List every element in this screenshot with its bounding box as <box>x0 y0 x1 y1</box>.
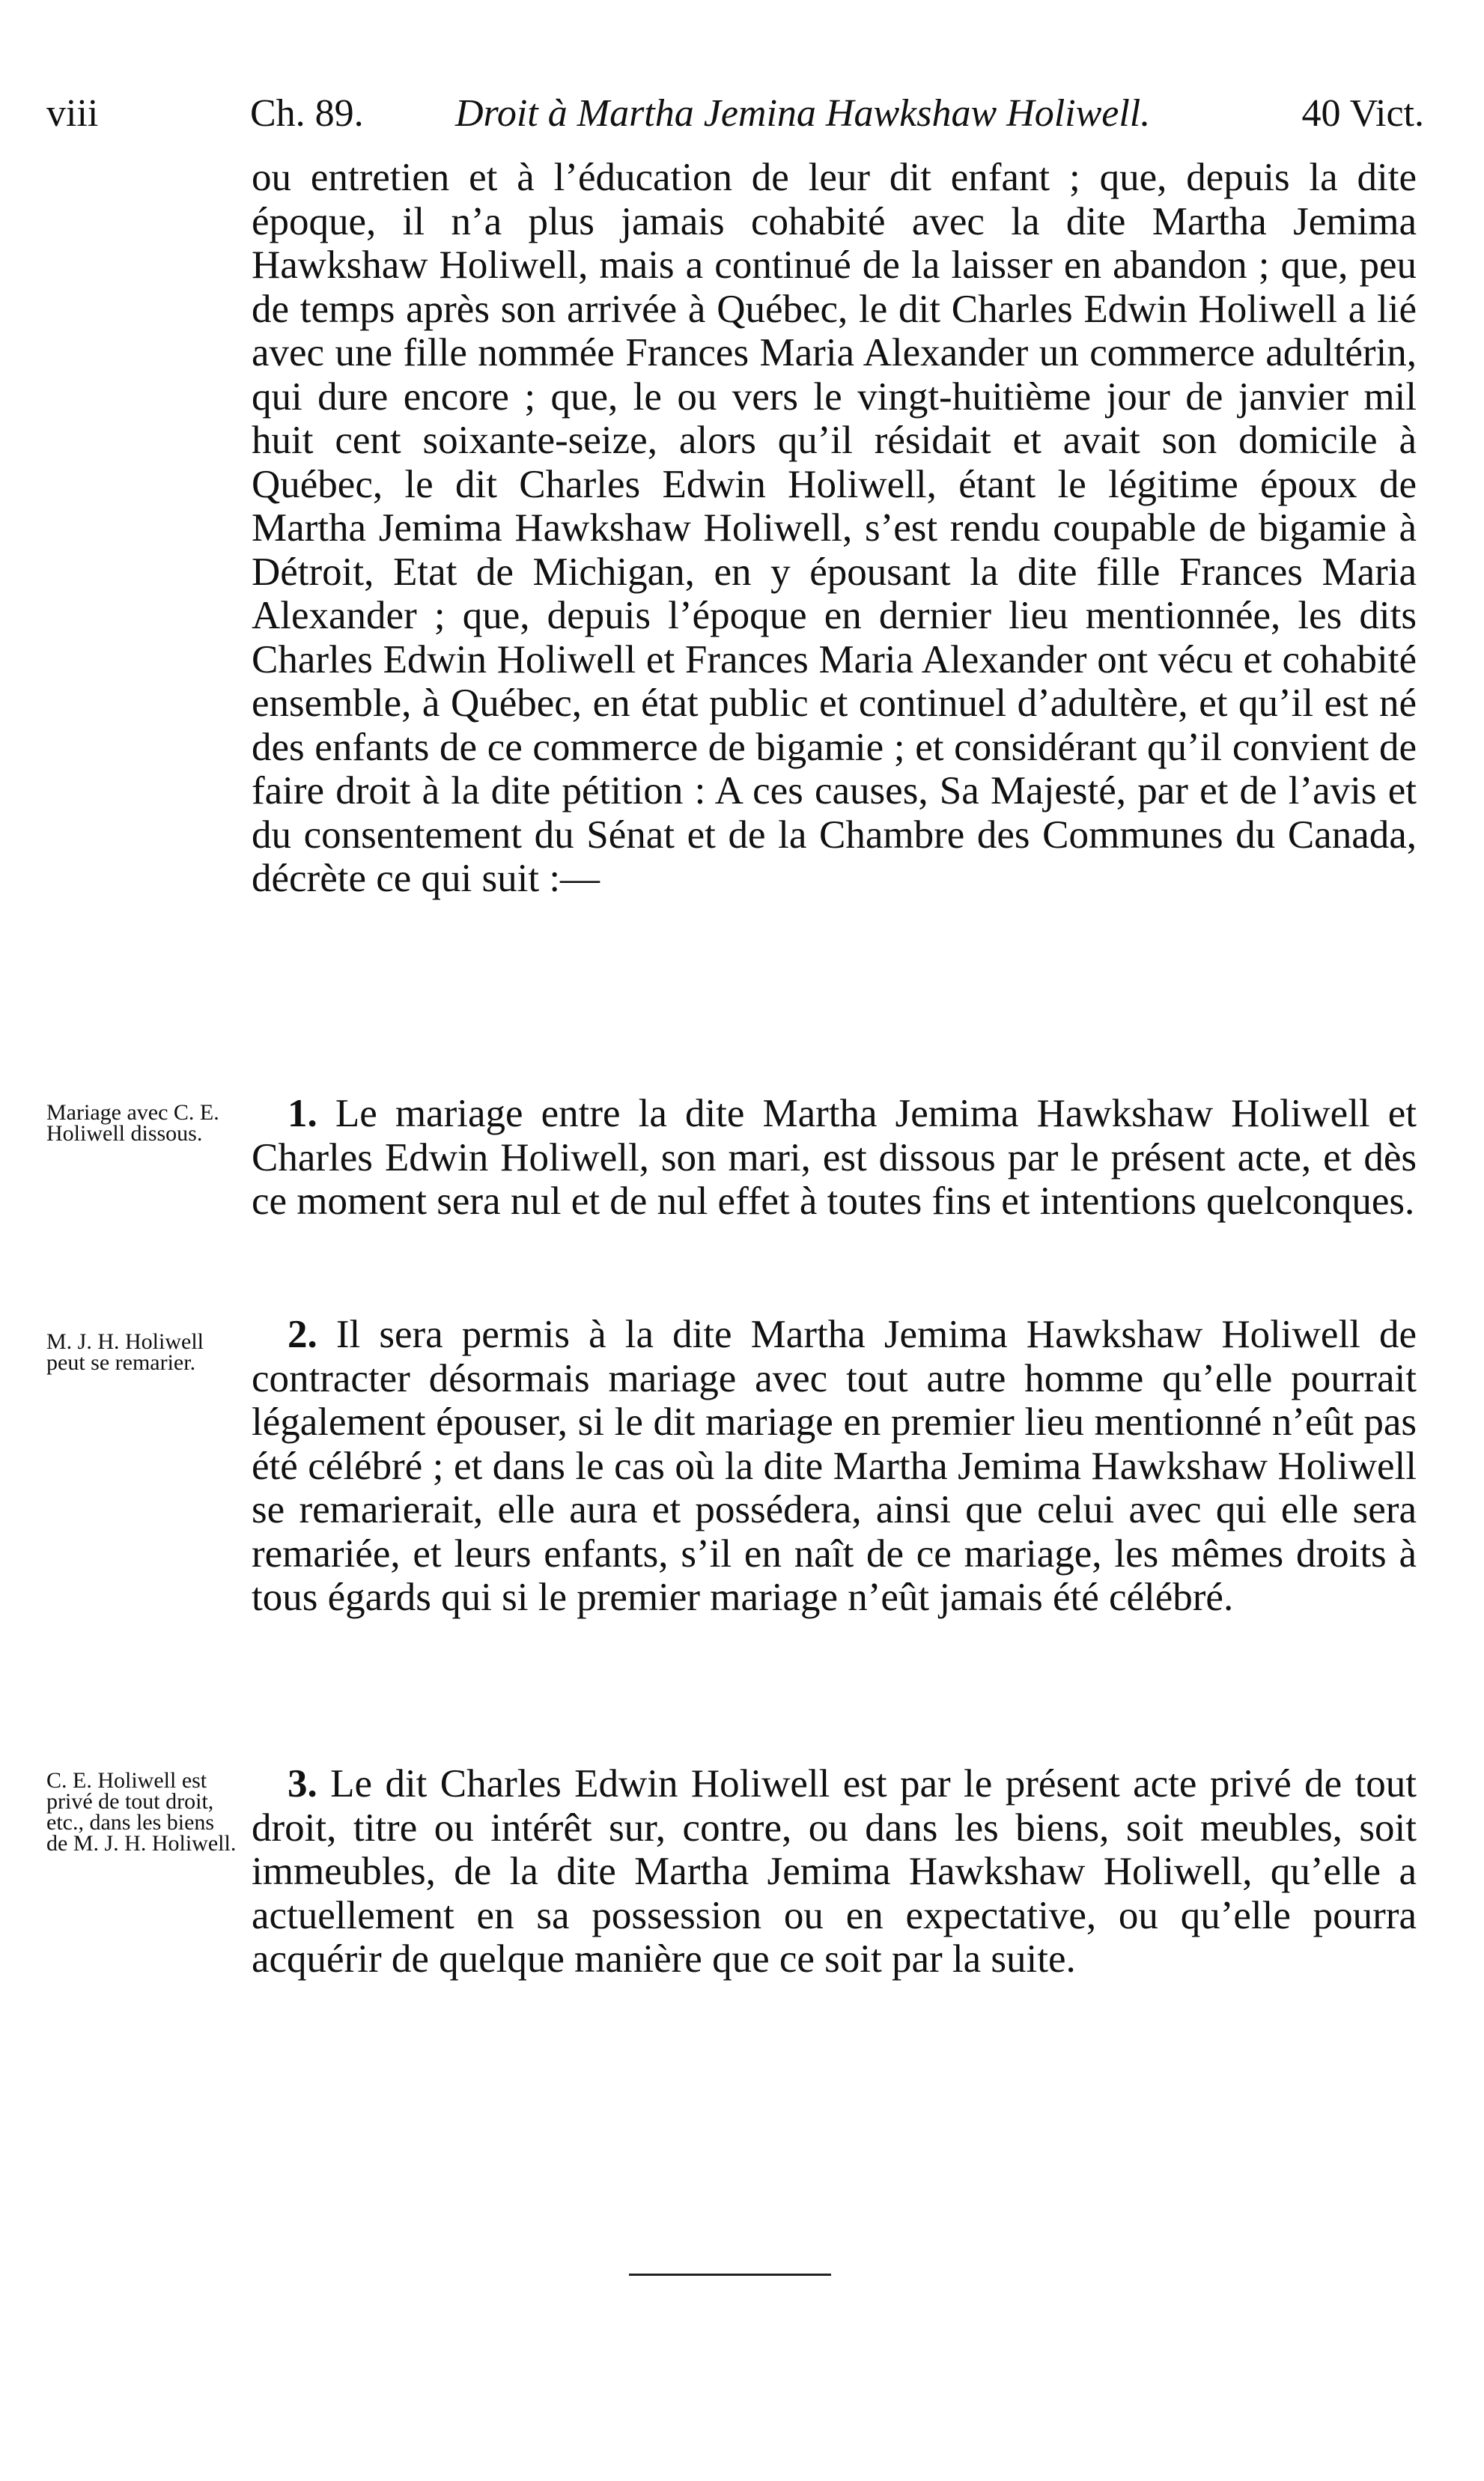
regnal-year: 40 Vict. <box>1301 92 1424 135</box>
page-number: viii <box>46 92 99 135</box>
running-header <box>46 84 1424 144</box>
margin-note-section-1: Mariage avec C. E. Holiwell dissous. <box>46 1100 219 1146</box>
section-2 <box>252 1313 1417 1620</box>
section-3-text: Le dit Charles Edwin Holiwell est par le présent acte privé de tout droit, titre ou intérêt sur, contre, ou dans les biens, soit meubles, soit immeubles, de la dite Martha Jemima Hawkshaw Holiwell, qu’elle a actuellement en sa possession ou en expectative, ou qu’elle pourra acquérir de quelque manière que ce soit par la suite. <box>252 1762 1417 1981</box>
end-rule <box>629 2274 831 2276</box>
chapter-number: Ch. 89. <box>250 92 364 135</box>
section-3 <box>252 1762 1417 1982</box>
margin-note-section-2: M. J. H. Holiwell peut se remarier. <box>46 1329 204 1375</box>
section-2-number: 2. <box>288 1313 317 1356</box>
section-1-number: 1. <box>288 1092 317 1135</box>
section-1-text: Le mariage entre la dite Martha Jemima Hawkshaw Holiwell et Charles Edwin Holiwell, son mari, est dissous par le présent acte, et dès ce moment sera nul et de nul effet à toutes fins et intentions quelconques. <box>252 1092 1417 1223</box>
act-title: Droit à Martha Jemina Hawkshaw Holiwell. <box>455 92 1151 135</box>
section-2-text: Il sera permis à la dite Martha Jemima Hawkshaw Holiwell de contracter désormais mariage avec tout autre homme qu’elle pourrait légalement épouser, si le dit mariage en premier lieu mentionné n’eût pas été célébré ; et dans le cas où la dite Martha Jemima Hawkshaw Holiwell se remarierait, elle aura et possédera, ainsi que celui avec qui elle sera remariée, et leurs enfants, s’il en naît de ce mariage, les mêmes droits à tous égards qui si le premier mariage n’eût jamais été célébré. <box>252 1313 1417 1619</box>
preamble-paragraph: ou entretien et à l’éducation de leur dit enfant ; que, depuis la dite époque, il n’a plus jamais cohabité avec la dite Martha Jemima Hawkshaw Holiwell, mais a continué de la laisser en abandon ; que, peu de temps après son arrivée à Québec, le dit Charles Edwin Holiwell a lié avec une fille nommée Frances Maria Alexander un commerce adultérin, qui dure encore ; que, le ou vers le vingt-huitième jour de janvier mil huit cent soixante-seize, alors qu’il résidait et avait son domicile à Québec, le dit Charles Edwin Holiwell, étant le légitime époux de Martha Jemima Hawkshaw Holiwell, s’est rendu coupable de bigamie à Détroit, Etat de Michigan, en y épousant la dite fille Frances Maria Alexander ; que, depuis l’époque en dernier lieu mentionnée, les dits Charles Edwin Holiwell et Frances Maria Alexander ont vécu et cohabité ensemble, à Québec, en état public et continuel d’adultère, et qu’il est né des enfants de ce commerce de bigamie ; et considérant qu’il convient de faire droit à la dite pétition : A ces causes, Sa Majesté, par et de l’avis et du consentement du Sénat et de la Chambre des Communes du Canada, décrète ce qui suit :— <box>252 156 1417 900</box>
margin-note-section-3: C. E. Holiwell est privé de tout droit, etc., dans les biens de M. J. H. Holiwell. <box>46 1768 237 1856</box>
section-1 <box>252 1092 1417 1224</box>
section-3-number: 3. <box>288 1762 317 1806</box>
